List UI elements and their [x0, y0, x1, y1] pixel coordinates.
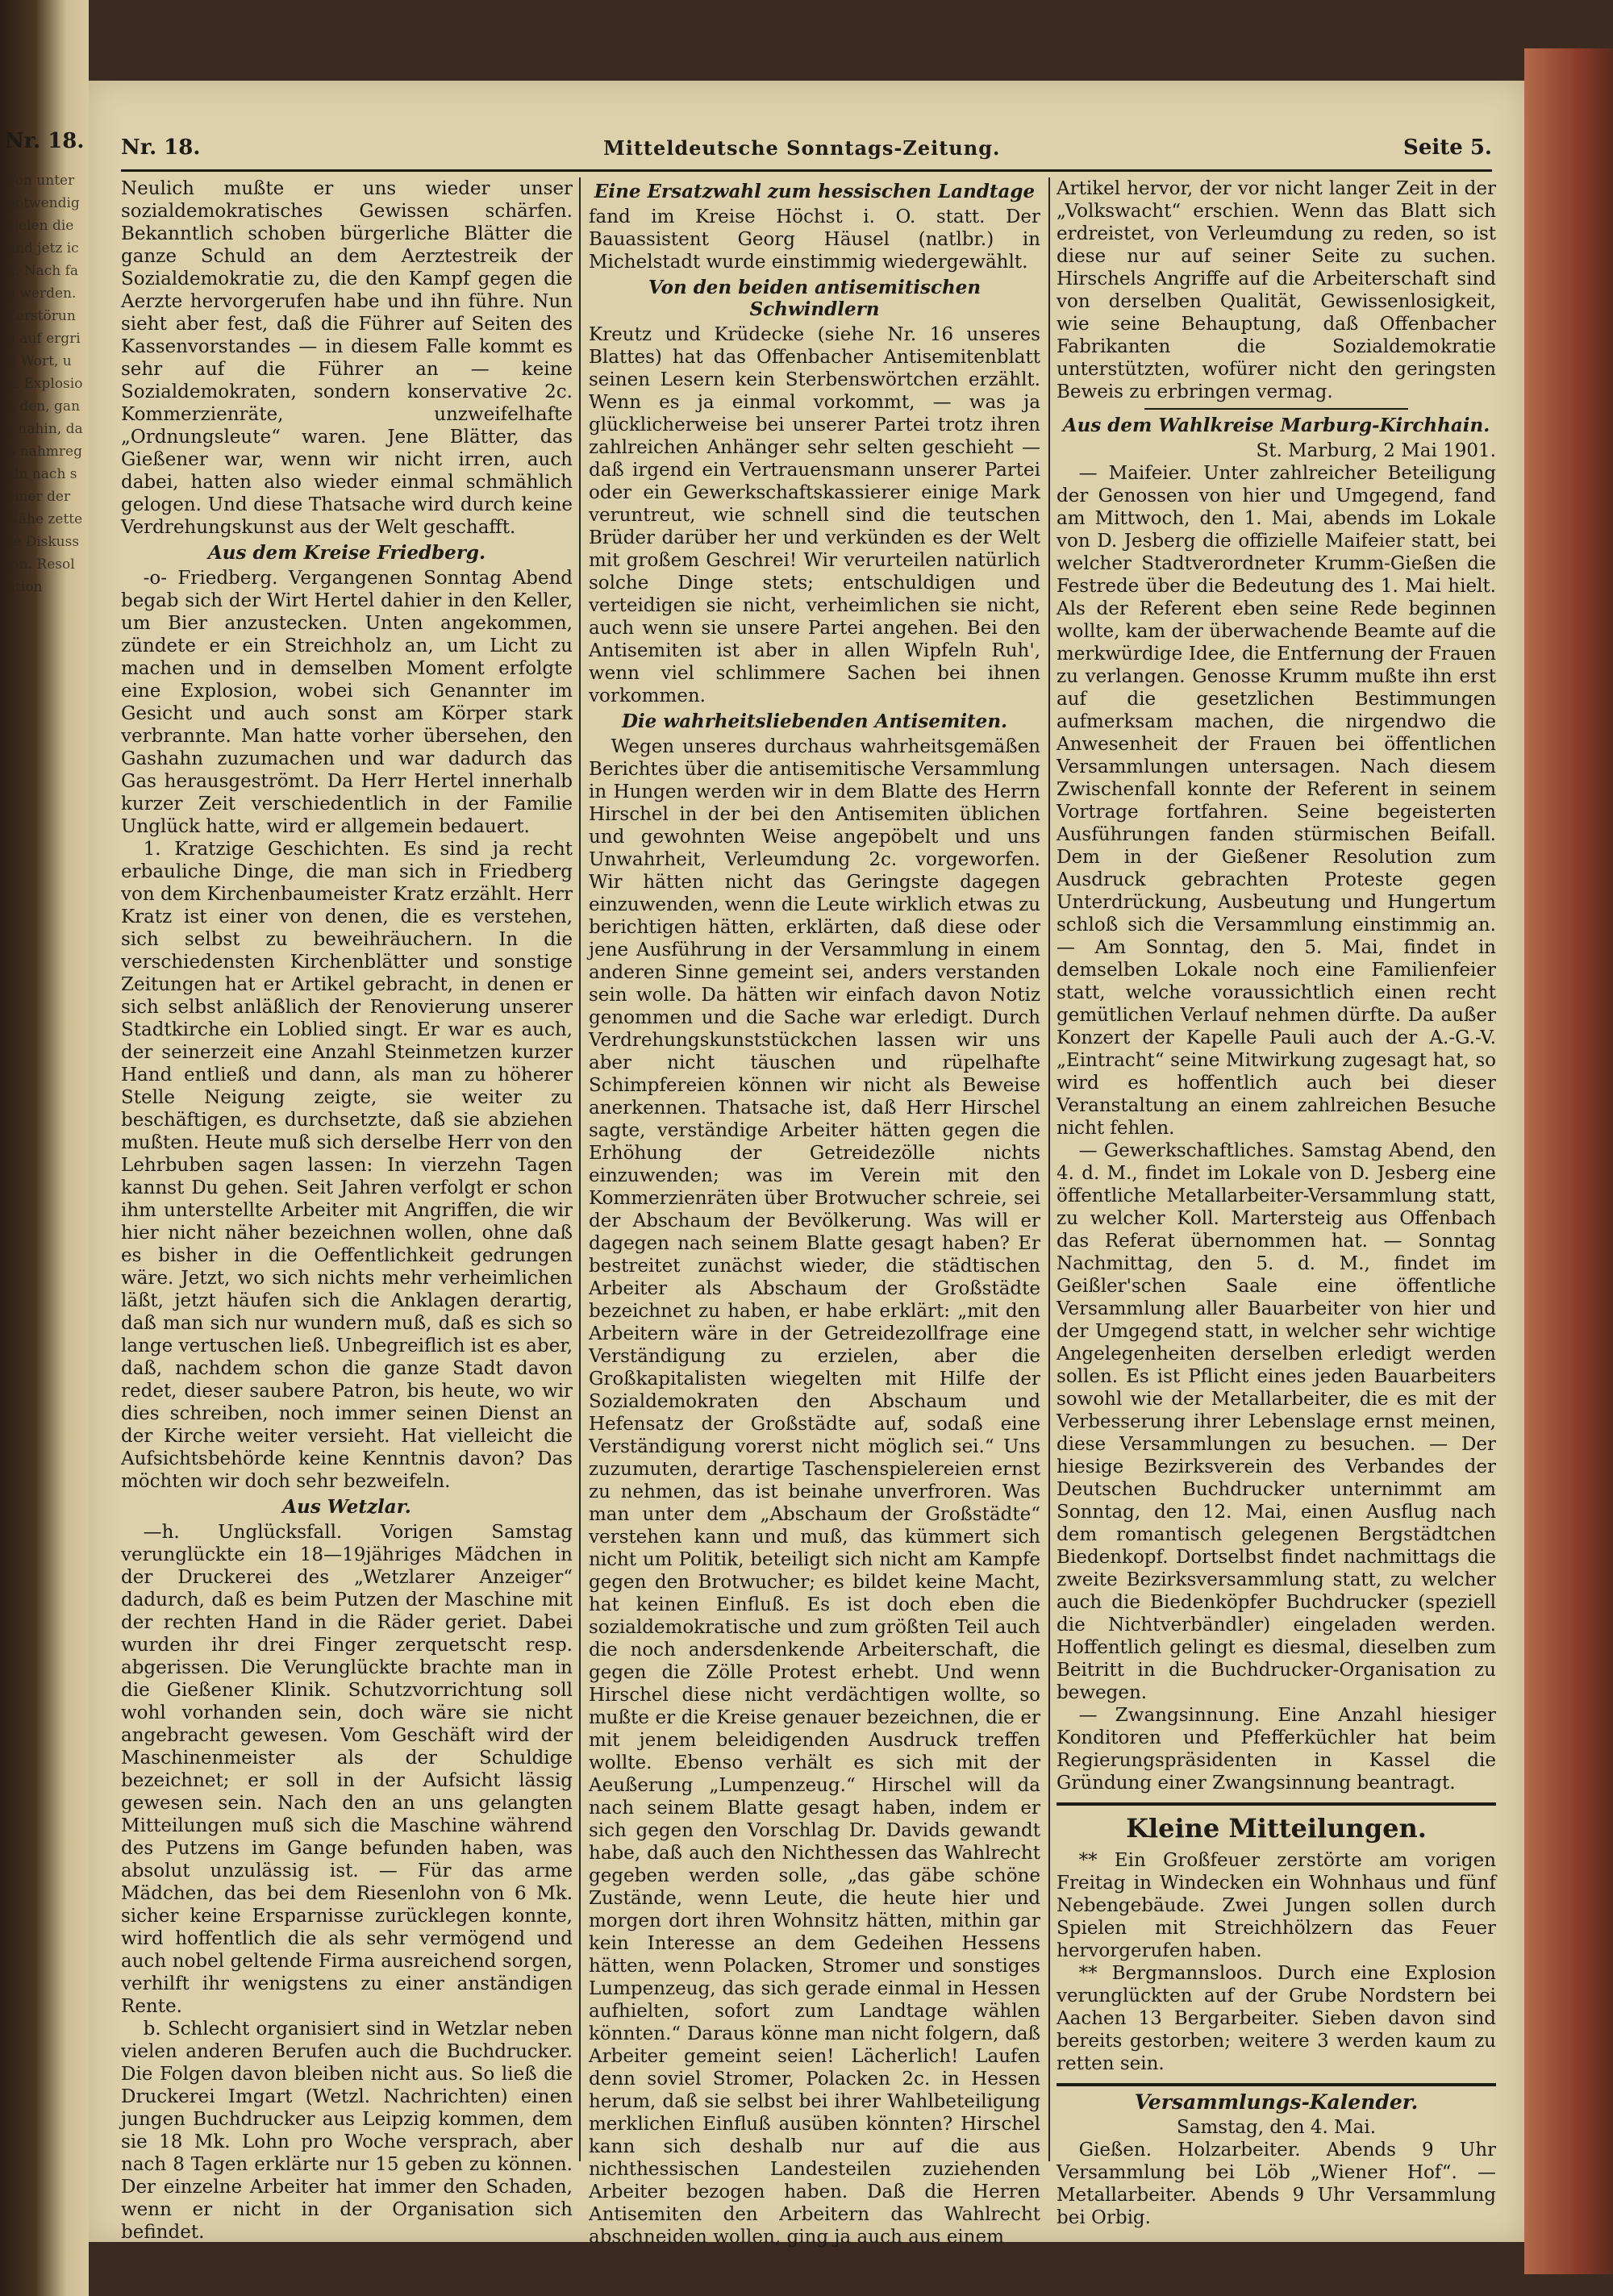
- previous-page-number: Nr. 18.: [5, 129, 85, 153]
- section-heading: Aus Wetzlar.: [282, 1496, 411, 1518]
- dateline: St. Marburg, 2 Mai 1901.: [1256, 440, 1496, 461]
- article-paragraph: — Gewerkschaftliches. Samstag Abend, den 4. d. M., findet im Lokale von D. Jesberg eine öffentliche Metallarbeiter-Versammlung statt, zu welcher Koll. Martersteig aus Offenbach das Referat übernommen hat. — Sonntag Nachmittag, den 5. d. M., findet im Geißler'schen Saale eine öffentliche Versammlung aller Bauarbeiter von hier und der Umgegend statt, in welcher sehr wichtige Angelegenheiten derselben erledigt werden sollen. Es ist Pflicht eines jeden Bauarbeiters sowohl wie der Metallarbeiter, die es mit der Verbesserung ihrer Lebenslage ernst meinen, diese Versammlungen zu besuchen. — Der hiesige Bezirksverein des Verbandes der Deutschen Buchdrucker unternimmt am Sonntag, den 12. Mai, einen Ausflug nach dem romantisch gelegenen Bergstädtchen Biedenkopf. Dortselbst findet nachmittags die zweite Bezirksversammlung statt, zu welcher auch die Biedenköpfer Buchdrucker (speziell die Nichtverbändler) eingeladen werden. Hoffentlich gelingt es diesmal, dieselben zum Beitritt in die Buchdrucker-Organisation zu bewegen.: [1057, 1140, 1496, 1703]
- column-3: [1057, 177, 1496, 2228]
- column-2: [589, 177, 1040, 2248]
- header-rule: [121, 169, 1492, 172]
- section-divider: [1144, 408, 1408, 410]
- article-paragraph: Neulich mußte er uns wieder unser sozialdemokratisches Gewissen schärfen. Bekanntlich schoben bürgerliche Blätter die ganze Schuld an dem Aerztestreik der Sozialdemokratie zu, die den Kampf gegen die Aerzte hervorgerufen habe und ihn führe. Nun sieht aber fest, daß die Führer auf Seiten des Kassenvorstandes — in diesem Falle kommt es sehr auf die Führer an — keine Sozialdemokraten, sondern konservative 2c. Kommerzienräte, unzweifelhafte „Ordnungsleute“ waren. Jene Blätter, das Gießener war, wenn wir nicht irren, auch dabei, hatten also wieder einmal schmählich gelogen. Und diese Thatsache wird durch keine Verdrehungskunst aus der Welt geschafft.: [121, 178, 573, 538]
- section-heading: Eine Ersatzwahl zum hessischen Landtage: [594, 181, 1036, 202]
- book-cover-edge: [1524, 48, 1613, 2274]
- calendar-entry: Gießen. Holzarbeiter. Abends 9 Uhr Versammlung bei Löb „Wiener Hof“. — Metallarbeiter. Abends 9 Uhr Versammlung bei Orbig.: [1057, 2140, 1496, 2228]
- section-heading: Die wahrheitsliebenden Antisemiten.: [621, 710, 1008, 732]
- article-paragraph: Kreutz und Krüdecke (siehe Nr. 16 unseres Blattes) hat das Offenbacher Antisemitenblatt seinen Lesern kein Sterbenswörtchen erzählt. Wenn es ja einmal vorkommt, — was ja glücklicherweise bei unserer Partei trotz ihren zahlreichen Anhänger sehr selten geschieht — daß irgend ein Vertrauensmann unserer Partei oder ein Gewerkschaftskassierer einige Mark veruntreut, wie schnell sind die teutschen Brüder darüber her und verkünden es der Welt mit großem Geschrei! Wir verurteilen natürlich solche Dinge stets; entschuldigen und verteidigen sie nicht, verheimlichen sie nicht, auch wenn sie unsere Partei angehen. Bei den Antisemiten ist aber in allen Wipfeln Ruh', wenn viel schlimmere Sachen bei ihnen vorkommen.: [589, 324, 1040, 706]
- newspaper-title: Mitteldeutsche Sonntags-Zeitung.: [603, 135, 1001, 160]
- article-paragraph: —h. Unglücksfall. Vorigen Samstag verunglückte ein 18—19jähriges Mädchen in der Druckerei des „Wetzlarer Anzeiger“ dadurch, daß es beim Putzen der Maschine mit der rechten Hand in die Räder geriet. Dabei wurden ihr drei Finger zerquetscht resp. abgerissen. Die Verunglückte brachte man in die Gießener Klinik. Schutzvorrichtung soll wohl vorhanden sein, doch wäre sie nicht angebracht gewesen. Vom Geschäft wird der Maschinenmeister als der Schuldige bezeichnet; er soll in der Aufsicht lässig gewesen sein. Nach den an uns gelangten Mitteilungen muß sich die Maschine während des Putzens im Gange befunden haben, was absolut unzulässig ist. — Für das arme Mädchen, das bei dem Riesenlohn von 6 Mk. sicher keine Ersparnisse zurücklegen konnte, wird hoffentlich die als sehr vermögend und auch nobel geltende Firma ausreichend sorgen, verhilft ihr wenigstens zu einer anständigen Rente.: [121, 1522, 573, 2017]
- article-paragraph: ** Ein Großfeuer zerstörte am vorigen Freitag in Windecken ein Wohnhaus und fünf Nebengebäude. Zwei Jungen sollen durch Spielen mit Streichhölzern das Feuer hervorgerufen haben.: [1057, 1850, 1496, 1961]
- article-paragraph: Wegen unseres durchaus wahrheitsgemäßen Berichtes über die antisemitische Versammlung in Hungen werden wir in dem Blatte des Herrn Hirschel in der bei den Antisemiten üblichen und gewohnten Weise angepöbelt und uns Unwahrheit, Verleumdung 2c. vorgeworfen. Wir hätten nicht das Geringste dagegen einzuwenden, wenn die Leute wirklich etwas zu berichtigen hätten, erklärten, daß diese oder jene Ausführung in der Versammlung in einem anderen Sinne gemeint sei, anders verstanden sein wolle. Da hätten wir einfach davon Notiz genommen und die Sache war erledigt. Durch Verdrehungskunststückchen lassen wir uns aber nicht täuschen und rüpelhafte Schimpfereien können wir nicht als Beweise anerkennen. Thatsache ist, daß Herr Hirschel sagte, verständige Arbeiter hätten gegen die Erhöhung der Getreidezölle nichts einzuwenden; was im Verein mit den Kommerzienräten über Brotwucher schreie, sei der Abschaum der Bevölkerung. Was will er dagegen nach seinem Blatte gesagt haben? Er bestreitet zunächst wieder, die städtischen Arbeiter als Abschaum der Großstädte bezeichnet zu haben, er habe erklärt: „mit den Arbeitern wäre in der Getreidezollfrage eine Verständigung zu erzielen, aber die Großkapitalisten wiegelten mit Hilfe der Sozialdemokraten den Abschaum und Hefensatz der Großstädte auf, sodaß eine Verständigung vorerst nicht möglich sei.“ Uns zuzumuten, derartige Taschenspielereien ernst zu nehmen, das ist beinahe unverfroren. Was man unter dem „Abschaum der Großstädte“ verstehen kann und muß, das kümmert sich nicht um Politik, beteiligt sich nicht am Kampfe gegen den Brotwucher; es bildet keine Macht, hat keinen Einfluß. Es ist doch eben die sozialdemokratische und zum größten Teil auch die noch andersdenkende Arbeiterschaft, die gegen die Zölle Protest erhebt. Und wenn Hirschel diese nicht verdächtigen wollte, so mußte er die Kreise genauer bezeichnen, die er mit jenem beleidigenden Ausdruck treffen wollte. Ebenso verhält es sich mit der Aeußerung „Lumpenzeug.“ Hirschel will da nach seinem Blatte gesagt haben, indem er sich gegen den Vorschlag Dr. Davids gewandt habe, daß auch den Nichthessen das Wahlrecht gegeben werden solle, „das gäbe schöne Zustände, wenn Leute, die heute hier und morgen dort ihren Wohnsitz hätten, mithin gar kein Interesse an dem Gedeihen Hessens hätten, wenn Polacken, Stromer und sonstiges Lumpenzeug, das sich gerade einmal in Hessen aufhielten, sofort zum Landtage wählen könnten.“ Daraus könne man nicht folgern, daß Arbeiter gemeint seien! Lächerlich! Laufen denn soviel Stromer, Polacken 2c. in Hessen herum, daß sie selbst bei ihrer Wahlbeteiligung merklichen Einfluß ausüben könnten? Hirschel kann sich deshalb nur auf die aus nichthessischen Landesteilen zuziehenden Arbeiter bezogen haben. Daß die Herren Antisemiten den Arbeitern das Wahlrecht abschneiden wollen, ging ja auch aus einem: [589, 736, 1040, 2248]
- column-separator: [1048, 177, 1050, 2161]
- column-separator: [579, 177, 581, 2161]
- section-heading: Von den beiden antisemitischen Schwindlern: [648, 277, 982, 320]
- issue-number: Nr. 18.: [121, 135, 201, 160]
- article-paragraph: b. Schlecht organisiert sind in Wetzlar neben vielen anderen Berufen auch die Buchdrucker. Die Folgen davon bleiben nicht aus. So ließ die Druckerei Imgart (Wetzl. Nachrichten) einen jungen Buchdrucker aus Leipzig kommen, dem sie 18 Mk. Lohn pro Woche versprach, aber nach 8 Tagen erklärte nur 15 geben zu können. Der einzelne Arbeiter hat immer den Schaden, wenn er nicht in der Organisation sich befindet.: [121, 2019, 573, 2243]
- section-rule: [1057, 1802, 1496, 1806]
- article-paragraph: -o- Friedberg. Vergangenen Sonntag Abend begab sich der Wirt Hertel dahier in den Keller, um Bier anzustecken. Unten angekommen, zündete er ein Streichholz an, um Licht zu machen und in demselben Moment erfolgte eine Explosion, wobei sich Genannter im Gesicht und auch sonst am Körper stark verbrannte. Man hatte vorher übersehen, den Gashahn zuzumachen und war dadurch das Gas herausgeströmt. Da Herr Hertel innerhalb kurzer Zeit verschiedentlich in der Familie Unglück hatte, wird er allgemein bedauert.: [121, 568, 573, 837]
- section-heading: Versammlungs-Kalender.: [1134, 2090, 1419, 2114]
- article-paragraph: — Maifeier. Unter zahlreicher Beteiligung der Genossen von hier und Umgegend, fand am Mittwoch, den 1. Mai, abends im Lokale von D. Jesberg die offizielle Maifeier statt, bei welcher Stadtverordneter Krumm-Gießen die Festrede über die Bedeutung des 1. Mai hielt. Als der Referent eben seine Rede beginnen wollte, kam der überwachende Beamte auf die merkwürdige Idee, die Entfernung der Frauen zu verlangen. Genosse Krumm mußte ihn erst auf die gesetzlichen Bestimmungen aufmerksam machen, die nirgendwo die Anwesenheit der Frauen bei öffentlichen Versammlungen untersagen. Nach diesem Zwischenfall konnte der Referent in seinem Vortrage fortfahren. Seine begeisterten Ausführungen fanden stürmischen Beifall. Dem in der Gießener Resolution zum Ausdruck gebrachten Proteste gegen Unterdrückung, Ausbeutung und Hungertum schloß sich die Versammlung einstimmig an. — Am Sonntag, den 5. Mai, findet in demselben Lokale noch eine Familienfeier statt, welche voraussichtlich einen recht gemütlichen Verlauf nehmen dürfte. Da außer Konzert der Kapelle Pauli auch der A.-G.-V. „Eintracht“ seine Mitwirkung zugesagt hat, so wird es hoffentlich auch bei dieser Veranstaltung an einem zahlreichen Besuche nicht fehlen.: [1057, 463, 1496, 1139]
- article-paragraph: 1. Kratzige Geschichten. Es sind ja recht erbauliche Dinge, die man sich in Friedberg von dem Kirchenbaumeister Kratz erzählt. Herr Kratz ist einer von denen, die es verstehen, sich selbst zu beweihräuchern. In die verschiedensten Kirchenblätter und sonstige Zeitungen hat er Artikel gebracht, in denen er sich selbst anläßlich der Renovierung unserer Stadtkirche ein Loblied singt. Er war es auch, der seinerzeit eine Anzahl Steinmetzen kurzer Hand entließ und dann, als man zu höherer Stelle Neigung zeigte, sie weiter zu beschäftigen, es durchsetzte, daß sie abziehen mußten. Heute muß sich derselbe Herr von den Lehrbuben sagen lassen: In vierzehn Tagen kannst Du gehen. Seit Jahren verfolgt er schon ihm unterstellte Arbeiter mit Angriffen, die wir hier nicht näher bezeichnen wollen, ohne daß es bisher in die Oeffentlichkeit gedrungen wäre. Jetzt, wo sich nichts mehr verheimlichen läßt, jetzt häufen sich die Anklagen derartig, daß man sich nur wundern muß, daß es sich so lange vertuschen ließ. Unbegreiflich ist es aber, daß, nachdem schon die ganze Stadt davon redet, dieser saubere Patron, bis heute, wo wir dies schreiben, noch immer seinen Dienst an der Kirche weiter versieht. Hat vielleicht die Aufsichtsbehörde keine Kenntnis davon? Das möchten wir doch sehr bezweifeln.: [121, 839, 573, 1492]
- page-number: Seite 5.: [1403, 135, 1492, 160]
- column-1: [121, 177, 573, 2243]
- section-heading: Kleine Mitteilungen.: [1126, 1813, 1427, 1844]
- previous-page-text: Von unter notwendig vielen die und jetz ich. Nach fan werden. Zerstörung auf ergriff Wort, um Explosion den, ganz nahin, daß nahmregeln nach seiner der Nähe zettere Diskussion. Resolution: [6, 173, 83, 595]
- newspaper-page: [89, 81, 1524, 2248]
- section-heading: Aus dem Wahlkreise Marburg-Kirchhain.: [1062, 415, 1490, 436]
- article-paragraph: — Zwangsinnung. Eine Anzahl hiesiger Konditoren und Pfefferküchler hat beim Regierungspräsidenten in Kassel die Gründung einer Zwangsinnung beantragt.: [1057, 1705, 1496, 1794]
- binding-margin: [0, 0, 89, 2296]
- article-paragraph: fand im Kreise Höchst i. O. statt. Der Bauassistent Georg Häusel (natlbr.) in Michelstadt wurde einstimmig wiedergewählt.: [589, 206, 1040, 273]
- article-paragraph: ** Bergmannsloos. Durch eine Explosion verunglückten auf der Grube Nordstern bei Aachen 13 Bergarbeiter. Sieben davon sind bereits gestorben; weitere 3 werden kaum zu retten sein.: [1057, 1963, 1496, 2074]
- article-paragraph: Artikel hervor, der vor nicht langer Zeit in der „Volkswacht“ erschien. Wenn das Blatt sich erdreistet, von Verleumdung zu reden, so ist diese nur auf seiner Seite zu suchen. Hirschels Angriffe auf die Arbeiterschaft sind von derselben Qualität, Gewissenlosigkeit, wie seine Behauptung, daß Offenbacher Fabrikanten die Sozialdemokratie unterstützten, wofürer nicht den geringsten Beweis zu erbringen vermag.: [1057, 178, 1496, 402]
- section-heading: Aus dem Kreise Friedberg.: [207, 542, 486, 564]
- page-header: [121, 129, 1492, 166]
- calendar-date: Samstag, den 4. Mai.: [1176, 2117, 1377, 2138]
- section-rule: [1057, 2083, 1496, 2086]
